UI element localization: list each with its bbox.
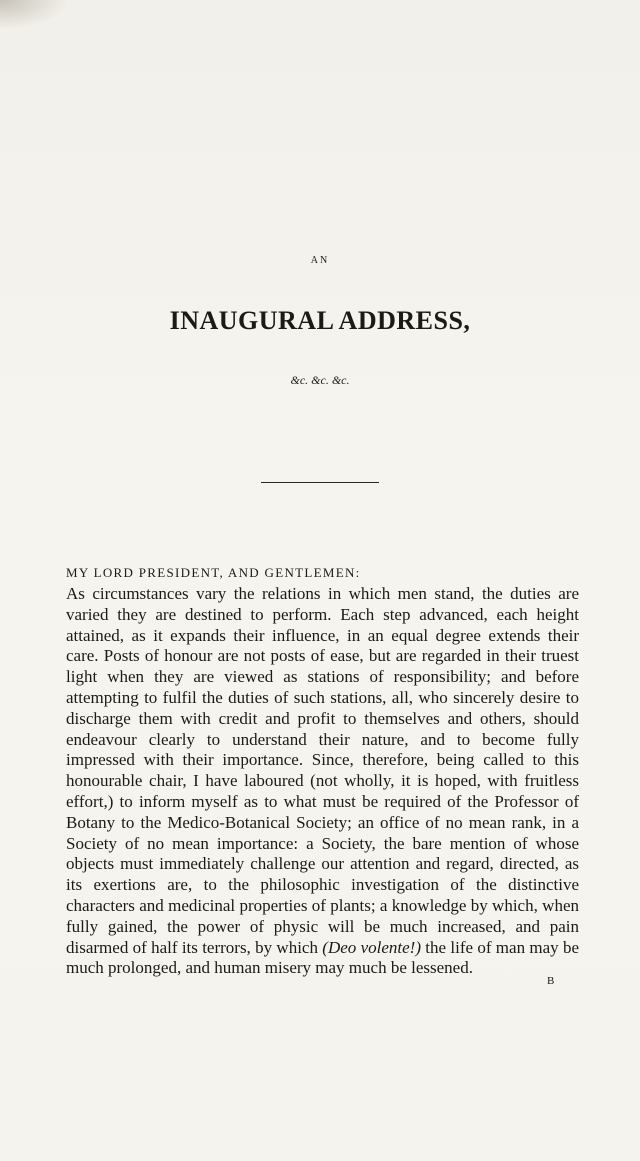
paragraph-text-before: As circumstances vary the relations in which men stand, the duties are varied they are destined to perform. Each step advanced, each height attained, as it expands their influence, in an equal degree extends their care. Posts of honour are not posts of ease, but are regarded in their truest light when they are viewed as stations of responsibility; and before attempting to fulfil the duties of such stations, all, who sincerely desire to discharge them with credit and profit to themselves and others, should endeavour clearly to understand their nature, and to become fully impressed with their importance. Since, therefore, being called to this honourable chair, I have laboured (not wholly, it is hoped, with fruitless effort,) to inform myself as to what must be required of the Professor of Botany to the Medico-Botanical Society; an office of no mean rank, in a Society of no mean importance: a Society, the bare mention of whose objects must immediately challenge our attention and regard, directed, as its exertions are, to the philosophic investigation of the distinctive characters and medicinal properties of plants; a knowledge by which, when fully gained, the power of physic will be much increased, and pain disarmed of half its terrors, by which — [66, 584, 579, 957]
salutation: MY LORD PRESIDENT, AND GENTLEMEN: — [66, 565, 361, 580]
body-paragraph — [66, 584, 579, 979]
page-corner-shadow — [0, 0, 70, 30]
signature-mark: B — [547, 975, 555, 987]
paragraph-italic-phrase: (Deo volente!) — [322, 937, 421, 957]
pre-title: AN — [310, 255, 330, 266]
divider-rule — [261, 482, 379, 483]
subtitle: &c. &c. &c. — [290, 373, 350, 387]
paragraph-text-after: the life of man may be much prolonged, and human misery may much be lessened. — [66, 937, 579, 978]
page-title: INAUGURAL ADDRESS, — [169, 306, 471, 335]
